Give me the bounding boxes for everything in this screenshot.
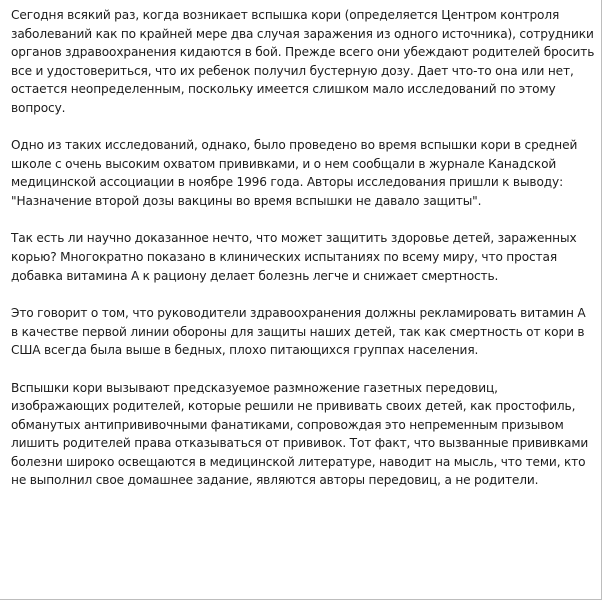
- paragraph-5: Вспышки кори вызывают предсказуемое размножение газетных передовиц, изображающих родителей, которые решили не прививать своих детей, как простофиль, обманутых антипрививочными фанатиками, сопровождая это непременным призывом лишить родителей права отказываться от прививок. Тот факт, что вызванные прививками болезни широко освещаются в медицинской литературе, наводит на мысль, что теми, кто не выполнил свое домашнее задание, являются авторы передовиц, а не родители.: [11, 380, 589, 488]
- paragraph-4: Это говорит о том, что руководители здравоохранения должны рекламировать витамин А в качестве первой линии обороны для защиты наших детей, так как смертность от кори в США всегда была выше в бедных, плохо питающихся группах населения.: [11, 306, 586, 358]
- paragraph-3: Так есть ли научно доказанное нечто, что может защитить здоровье детей, зараженных корью? Многократно показано в клинических испытаниях по всему миру, что простая добавка витамина А к рациону делает болезнь легче и снижает смертность.: [11, 231, 577, 283]
- paragraph-2: Одно из таких исследований, однако, было проведено во время вспышки кори в средней школе с очень высоким охватом прививками, и о нем сообщали в журнале Канадской медицинской ассоциации в ноябре 1996 года. Авторы исследования пришли к выводу: "Назначение второй дозы вакцины во время вспышки не давало защиты".: [11, 138, 578, 208]
- paragraph-1: Сегодня всякий раз, когда возникает вспышка кори (определяется Центром контроля заболеваний как по крайней мере два случая заражения из одного источника), сотрудники органов здравоохранения кидаются в бой. Прежде всего они убеждают родителей бросить все и удостовериться, что их ребенок получил бустерную дозу. Дает что-то она или нет, остается неопределенным, поскольку имеется слишком мало исследований по этому вопросу.: [11, 8, 595, 115]
